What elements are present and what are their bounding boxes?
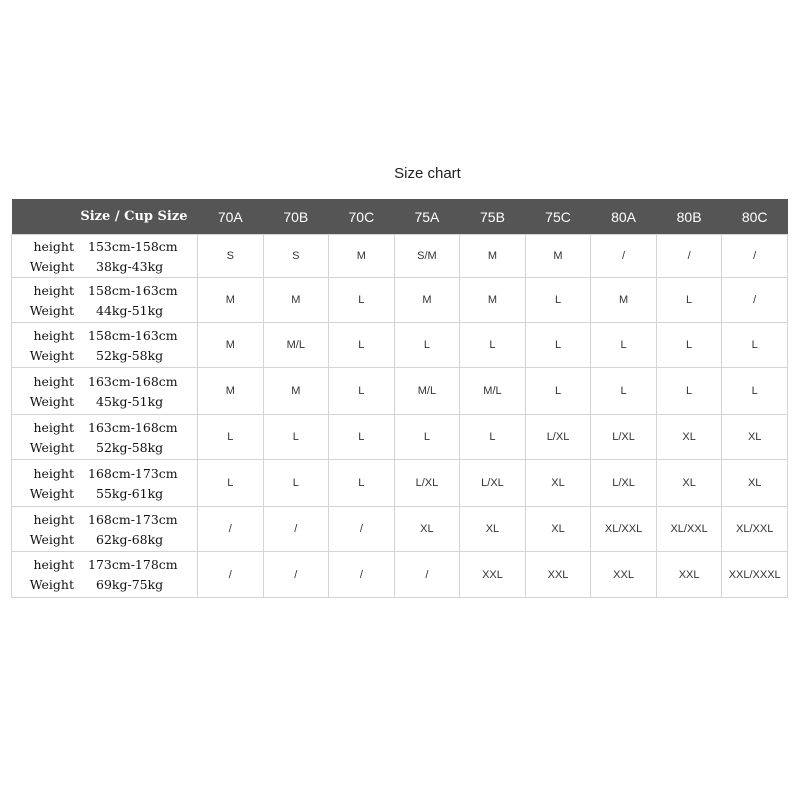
size-cell: L (394, 415, 460, 460)
size-cell: L (329, 323, 395, 368)
weight-label: Weight (29, 439, 74, 455)
column-header: 75C (525, 199, 591, 235)
size-cell: M (394, 278, 460, 323)
size-cell: XL (722, 415, 788, 460)
size-cell: L (329, 460, 395, 507)
size-cell: L/XL (591, 460, 657, 507)
size-cell: L (525, 323, 591, 368)
size-cell: S (198, 235, 264, 278)
size-cell: XL (525, 507, 591, 552)
size-cell: L/XL (460, 460, 526, 507)
size-cell: M (460, 235, 526, 278)
size-cell: M (591, 278, 657, 323)
size-cell: S (263, 235, 329, 278)
size-cell: M (198, 368, 264, 415)
size-cell: L (525, 368, 591, 415)
size-cell: M (263, 278, 329, 323)
weight-label: Weight (29, 393, 74, 409)
weight-label: Weight (29, 531, 74, 547)
size-cell: L/XL (394, 460, 460, 507)
size-cell: M (329, 235, 395, 278)
row-header (12, 235, 198, 278)
height-label: height (33, 282, 74, 298)
size-cell: M/L (394, 368, 460, 415)
size-cell: L/XL (525, 415, 591, 460)
size-cell: L (656, 278, 722, 323)
size-cell: / (198, 552, 264, 598)
size-cell: L (722, 368, 788, 415)
size-cell: XL (394, 507, 460, 552)
chart-title: Size chart (394, 165, 461, 182)
size-cell: L (263, 415, 329, 460)
size-cell: L (263, 460, 329, 507)
size-cell: XXL/XXXL (722, 552, 788, 598)
weight-range: 52kg-58kg (96, 347, 164, 363)
height-range: 158cm-163cm (88, 327, 178, 343)
row-header (12, 507, 198, 552)
row-header (12, 552, 198, 598)
size-cell: XXL (591, 552, 657, 598)
size-cell: M/L (460, 368, 526, 415)
height-label: height (33, 373, 74, 389)
size-cell: XL (722, 460, 788, 507)
table-row (12, 507, 788, 552)
height-range: 168cm-173cm (88, 511, 178, 527)
size-cell: XL/XXL (722, 507, 788, 552)
size-cell: XL (656, 460, 722, 507)
size-cell: L (460, 415, 526, 460)
size-cell: / (722, 235, 788, 278)
size-cell: XXL (656, 552, 722, 598)
table-row (12, 368, 788, 415)
height-range: 158cm-163cm (88, 282, 178, 298)
weight-label: Weight (29, 302, 74, 318)
size-cell: XL (460, 507, 526, 552)
size-cell: L (591, 323, 657, 368)
row-header (12, 278, 198, 323)
size-cell: M (198, 323, 264, 368)
size-cell: S/M (394, 235, 460, 278)
table-row (12, 235, 788, 278)
table-row (12, 552, 788, 598)
size-cell: L (198, 460, 264, 507)
row-header (12, 368, 198, 415)
column-header: 70A (198, 199, 264, 235)
size-cell: L (460, 323, 526, 368)
size-cell: XXL (525, 552, 591, 598)
height-label: height (33, 511, 74, 527)
table-row (12, 460, 788, 507)
weight-range: 62kg-68kg (96, 531, 164, 547)
size-cell: XL (525, 460, 591, 507)
height-range: 168cm-173cm (88, 465, 178, 481)
size-cell: XXL (460, 552, 526, 598)
column-header: 75A (394, 199, 460, 235)
size-cell: M (198, 278, 264, 323)
size-cell: L (722, 323, 788, 368)
weight-label: Weight (29, 577, 74, 592)
weight-range: 52kg-58kg (96, 439, 164, 455)
height-label: height (33, 465, 74, 481)
height-range: 173cm-178cm (88, 557, 178, 572)
height-label: height (33, 238, 74, 254)
size-cell: L (656, 368, 722, 415)
weight-label: Weight (29, 258, 74, 274)
size-cell: M (525, 235, 591, 278)
header-row (12, 199, 788, 235)
size-cell: L/XL (591, 415, 657, 460)
size-cell: / (198, 507, 264, 552)
height-range: 163cm-168cm (88, 373, 178, 389)
column-header: 75B (460, 199, 526, 235)
size-cell: M (263, 368, 329, 415)
column-header: 80C (722, 199, 788, 235)
size-cell: XL (656, 415, 722, 460)
column-header: 80A (591, 199, 657, 235)
weight-label: Weight (29, 485, 74, 501)
size-cell: XL/XXL (656, 507, 722, 552)
size-cell: L (656, 323, 722, 368)
weight-range: 38kg-43kg (96, 258, 164, 274)
column-header: 80B (656, 199, 722, 235)
size-cell: L (198, 415, 264, 460)
size-cell: L (591, 368, 657, 415)
size-cell: M (460, 278, 526, 323)
weight-range: 45kg-51kg (96, 393, 164, 409)
size-cell: L (394, 323, 460, 368)
row-header (12, 323, 198, 368)
size-cell: / (263, 552, 329, 598)
weight-range: 55kg-61kg (96, 485, 164, 501)
column-header: 70B (263, 199, 329, 235)
table-row (12, 278, 788, 323)
row-header (12, 460, 198, 507)
size-cell: L (525, 278, 591, 323)
height-range: 163cm-168cm (88, 419, 178, 435)
size-cell: L (329, 368, 395, 415)
size-cell: / (591, 235, 657, 278)
size-cell: / (329, 552, 395, 598)
size-cell: L (329, 415, 395, 460)
table-row (12, 323, 788, 368)
weight-range: 69kg-75kg (96, 577, 164, 592)
size-cell: / (656, 235, 722, 278)
size-cell: / (722, 278, 788, 323)
height-label: height (33, 327, 74, 343)
table-row (12, 415, 788, 460)
size-chart-table (11, 199, 788, 598)
weight-range: 44kg-51kg (96, 302, 164, 318)
row-header (12, 415, 198, 460)
size-cell: L (329, 278, 395, 323)
size-cell: M/L (263, 323, 329, 368)
height-label: height (33, 557, 74, 572)
size-cell: / (394, 552, 460, 598)
size-cell: XL/XXL (591, 507, 657, 552)
corner-header: Size / Cup Size (12, 199, 198, 235)
weight-label: Weight (29, 347, 74, 363)
column-header: 70C (329, 199, 395, 235)
height-label: height (33, 419, 74, 435)
height-range: 153cm-158cm (88, 238, 178, 254)
size-cell: / (263, 507, 329, 552)
size-cell: / (329, 507, 395, 552)
